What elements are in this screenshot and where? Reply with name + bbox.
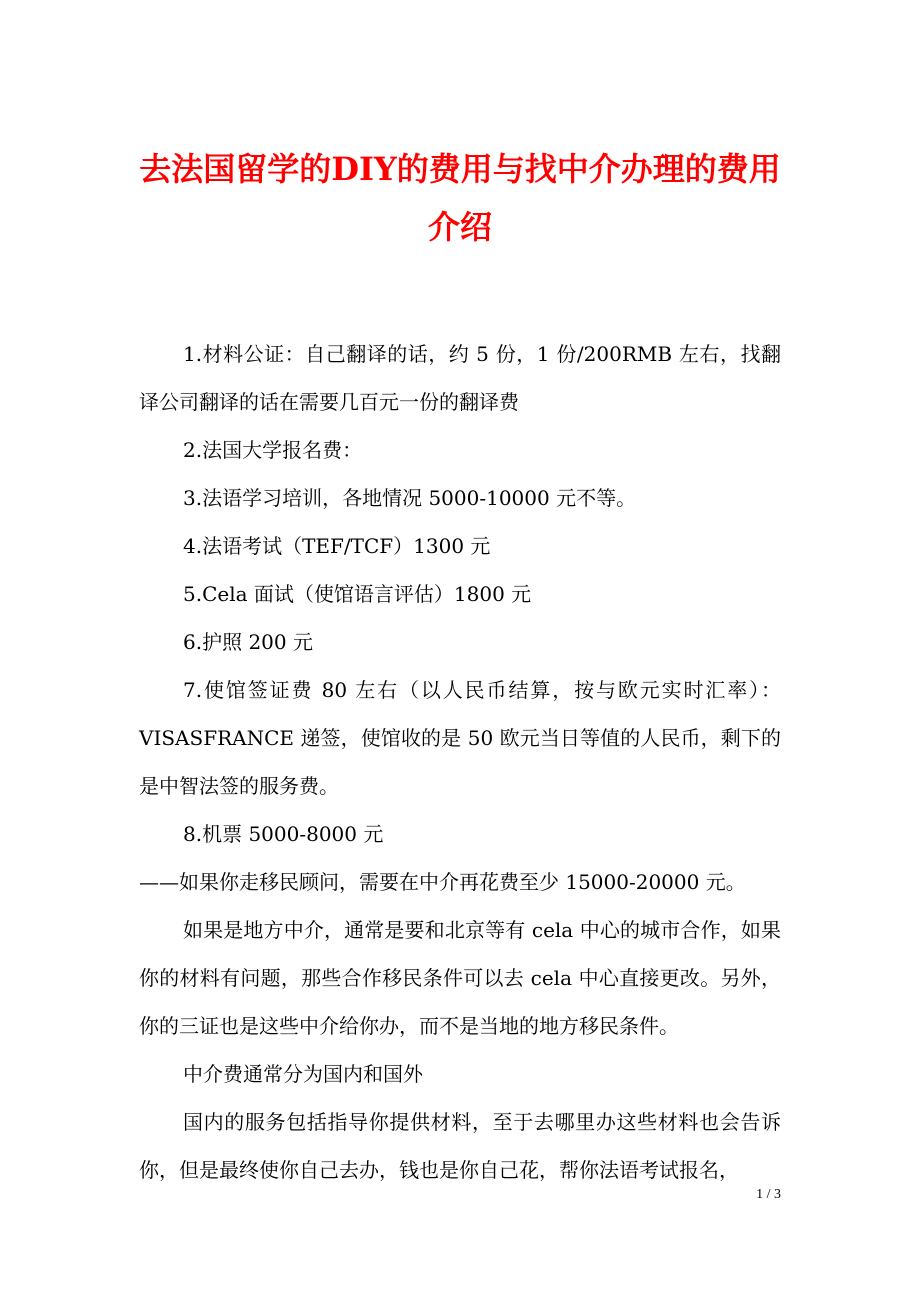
page-number: 1 / 3: [756, 1187, 781, 1202]
paragraph-7: 7.使馆签证费 80 左右（以人民币结算，按与欧元实时汇率）：VISASFRANCE 递签，使馆收的是 50 欧元当日等值的人民币，剩下的是中智法签的服务费。: [139, 678, 781, 798]
document-body: [139, 330, 781, 1194]
paragraph-1: 1.材料公证：自己翻译的话，约 5 份，1 份/200RMB 左右，找翻译公司翻译的话在需要几百元一份的翻译费: [139, 342, 781, 414]
paragraph-2: 2.法国大学报名费：: [183, 438, 363, 462]
paragraph-11: 中介费通常分为国内和国外: [183, 1062, 423, 1086]
paragraph-5: 5.Cela 面试（使馆语言评估）1800 元: [183, 582, 532, 606]
paragraph-12: 国内的服务包括指导你提供材料，至于去哪里办这些材料也会告诉你，但是最终使你自己去办，钱也是你自己花，帮你法语考试报名，: [139, 1110, 781, 1182]
paragraph-3: 3.法语学习培训，各地情况 5000-10000 元不等。: [183, 486, 637, 510]
document-title: 去法国留学的DIY的费用与找中介办理的费用介绍: [139, 150, 781, 246]
paragraph-6: 6.护照 200 元: [183, 630, 313, 654]
paragraph-8: 8.机票 5000-8000 元: [183, 822, 384, 846]
paragraph-9: ——如果你走移民顾问，需要在中介再花费至少 15000-20000 元。: [139, 870, 746, 894]
paragraph-4: 4.法语考试（TEF/TCF）1300 元: [183, 534, 491, 558]
paragraph-10: 如果是地方中介，通常是要和北京等有 cela 中心的城市合作，如果你的材料有问题，那些合作移民条件可以去 cela 中心直接更改。另外，你的三证也是这些中介给你办，而不是当地的地方移民条件。: [139, 918, 781, 1038]
